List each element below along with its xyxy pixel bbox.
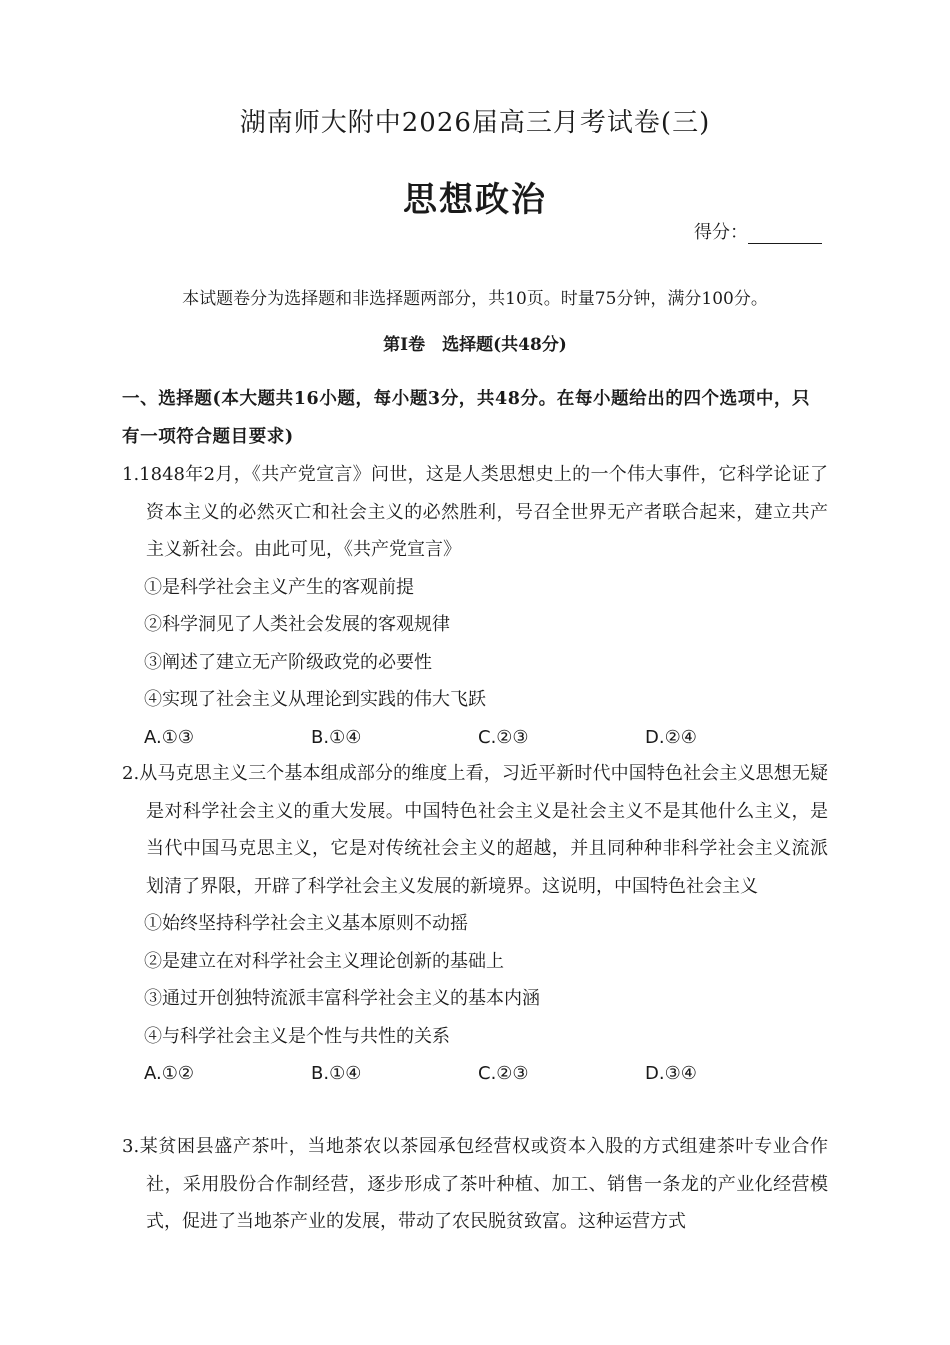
score-blank (748, 225, 822, 244)
choice-a: A.①③ (144, 726, 194, 748)
question-stem: 2.从马克思主义三个基本组成部分的维度上看，习近平新时代中国特色社会主义思想无疑是对科学社会主义的重大发展。中国特色社会主义是社会主义不是其他什么主义，是当代中国马克思主义，它是对传统社会主义的超越，并且同种种非科学社会主义流派划清了界限，开辟了科学社会主义发展的新境界。这说明，中国特色社会主义 (122, 763, 828, 897)
answer-choices (122, 719, 828, 757)
option-statement: ②是建立在对科学社会主义理论创新的基础上 (144, 950, 504, 972)
choice-b: B.①④ (311, 1063, 362, 1084)
option-statement: ③阐述了建立无产阶级政党的必要性 (144, 651, 432, 673)
option-statement: ④与科学社会主义是个性与共性的关系 (144, 1025, 450, 1047)
choice-a: A.①② (144, 1063, 194, 1084)
question-1 (122, 456, 828, 756)
question-3 (122, 1128, 828, 1241)
exam-title: 湖南师大附中2026届高三月考试卷(三) (239, 108, 711, 138)
question-stem: 3.某贫困县盛产茶叶，当地茶农以茶园承包经营权或资本入股的方式组建茶叶专业合作社，采用股份合作制经营，逐步形成了茶叶种植、加工、销售一条龙的产业化经营模式，促进了当地茶产业的发展，带动了农民脱贫致富。这种运营方式 (122, 1136, 828, 1232)
choice-d: D.③④ (645, 1063, 697, 1084)
subject-title: 思想政治 (403, 180, 547, 220)
option-statement: ③通过开创独特流派丰富科学社会主义的基本内涵 (144, 988, 540, 1009)
option-statement: ②科学洞见了人类社会发展的客观规律 (144, 614, 450, 635)
score-label: 得分： (694, 222, 748, 243)
part-title: 第Ⅰ卷 选择题(共48分) (383, 335, 567, 355)
choice-c: C.②③ (478, 726, 529, 748)
answer-choices (122, 1055, 828, 1093)
option-statement: ④实现了社会主义从理论到实践的伟大飞跃 (144, 689, 486, 710)
option-statement: ①是科学社会主义产生的客观前提 (144, 576, 414, 598)
choice-c: C.②③ (478, 1063, 529, 1084)
score-field (694, 218, 822, 244)
question-2 (122, 755, 828, 1093)
exam-intro: 本试题卷分为选择题和非选择题两部分，共10页。时量75分钟，满分100分。 (182, 289, 768, 309)
choice-b: B.①④ (311, 726, 362, 748)
question-stem: 1.1848年2月，《共产党宣言》问世，这是人类思想史上的一个伟大事件，它科学论证了资本主义的必然灭亡和社会主义的必然胜利，号召全世界无产者联合起来，建立共产主义新社会。由此可见，《共产党宣言》 (122, 464, 828, 560)
section-heading: 一、选择题(本大题共16小题，每小题3分，共48分。在每小题给出的四个选项中，只有一项符合题目要求) (122, 389, 811, 447)
option-statement: ①始终坚持科学社会主义基本原则不动摇 (144, 913, 468, 934)
choice-d: D.②④ (645, 726, 697, 748)
